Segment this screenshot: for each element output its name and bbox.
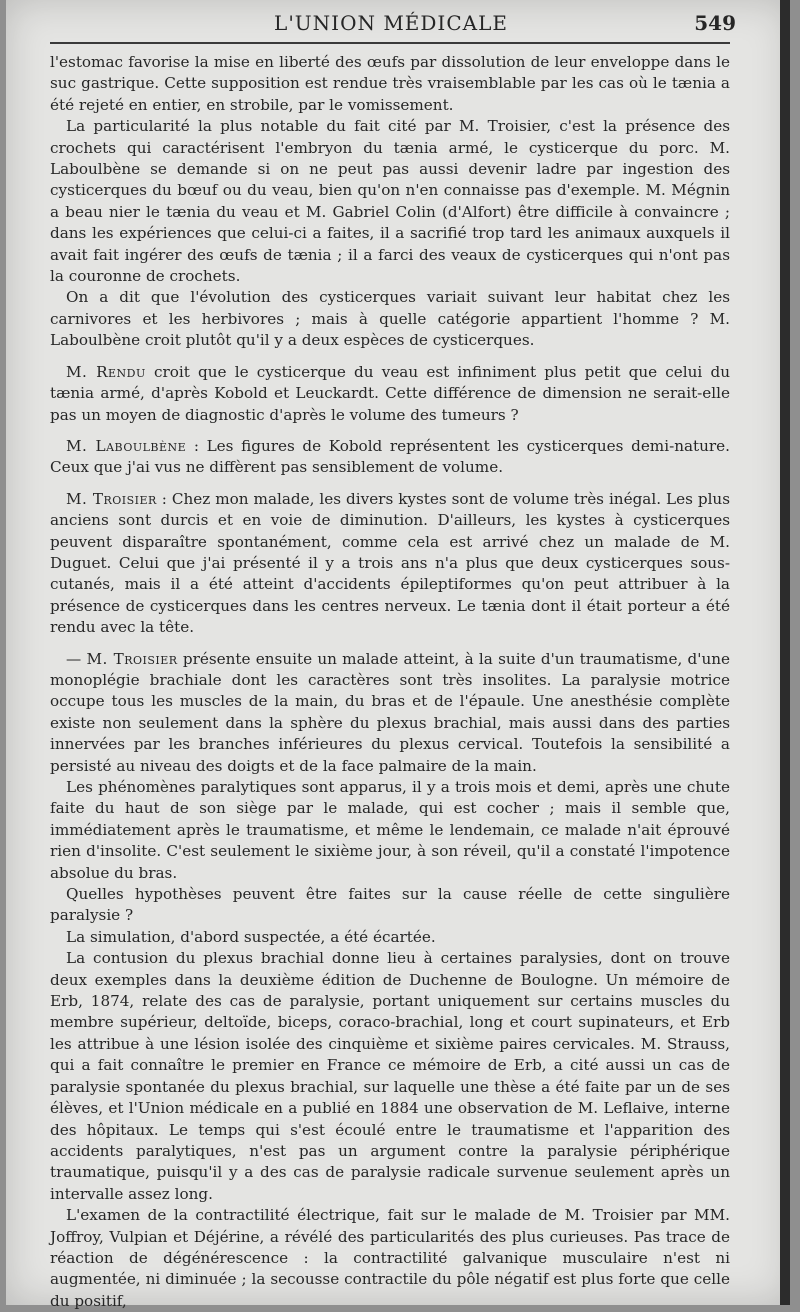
paragraph	[50, 884, 730, 927]
paragraph-text: Les phénomènes paralytiques sont apparus, il y a trois mois et demi, après une chute faite du haut de son siège par le malade, qui est cocher ; mais il semble que, immédiatement après le traumatisme, et même le lendemain, ce malade n'ait éprouvé rien d'insolite. C'est seulement le sixième jour, à son réveil, qu'il a constaté l'impotence absolue du bras.	[50, 778, 730, 882]
paragraph	[50, 1205, 730, 1312]
paragraph	[50, 927, 730, 948]
book-page	[6, 0, 790, 1310]
paragraph-text: l'estomac favorise la mise en liberté des œufs par dissolution de leur enveloppe dans le suc gastrique. Cette supposition est rendue très vraisemblable par les cas où le tænia a été rejeté en entier, en strobile, par le vomissement.	[50, 53, 730, 114]
page-number: 549	[694, 11, 736, 35]
page-edge	[780, 0, 790, 1305]
paragraph-text: croit que le cysticerque du veau est infiniment plus petit que celui du tænia armé, d'après Kobold et Leuckardt. Cette différence de dimension ne serait-elle pas un moyen de diagnostic d'après le volume des tumeurs ?	[50, 362, 730, 424]
paragraph	[50, 948, 730, 1205]
running-title: L'UNION MÉDICALE	[274, 11, 508, 35]
page-header	[46, 6, 736, 40]
header-rule	[50, 42, 730, 44]
paragraph-text: La particularité la plus notable du fait cité par M. Troisier, c'est la présence des crochets qui caractérisent l'embryon du tænia armé, le cysticerque du porc. M. Laboulbène se demande si on ne peut pas aussi devenir ladre par ingestion des cysticerques du bœuf ou du veau, bien qu'on n'en connaisse pas d'exemple. M. Mégnin a beau nier le tænia du veau et M. Gabriel Colin (d'Alfort) être difficile à convaincre ; dans les expériences que celui-ci a faites, il a sacrifié trop tard les animaux auxquels il avait fait ingérer des œufs de tænia ; il a farci des veaux de cysticerques qui n'ont pas la couronne de crochets.	[50, 117, 730, 286]
paragraph	[50, 52, 730, 116]
paragraph	[50, 436, 730, 479]
paragraph-text: On a dit que l'évolution des cysticerques variait suivant leur habitat chez les carnivores et les herbivores ; mais à quelle catégorie appartient l'homme ? M. Laboulbène croit plutôt qu'il y a deux espèces de cysticerques.	[50, 288, 730, 350]
speaker-name: M. Laboulbène	[66, 436, 187, 455]
paragraph-text: : Les figures de Kobold représentent les cysticerques demi-nature. Ceux que j'ai vus ne diffèrent pas sensiblement de volume.	[50, 436, 730, 477]
speaker-name: M. Troisier	[86, 649, 178, 668]
paragraph-text: La contusion du plexus brachial donne lieu à certaines paralysies, dont on trouve deux exemples dans la deuxième édition de Duchenne de Boulogne. Un mémoire de Erb, 1874, relate des cas de paralysie, portant uniquement sur certains muscles du membre supérieur, deltoïde, biceps, coraco-brachial, long et court supinateurs, et Erb les attribue à une lésion isolée des cinquième et sixième paires cervicales. M. Strauss, qui a fait connaître le premier en France ce mémoire de Erb, a cité aussi un cas de paralysie spontanée du plexus brachial, sur laquelle une thèse a été faite par un de ses élèves, et l'Union médicale en a publié en 1884 une observation de M. Leflaive, interne des hôpitaux. Le temps qui s'est écoulé entre le traumatisme et l'apparition des accidents paralytiques, n'est pas un argument contre la paralysie périphérique traumatique, puisqu'il y a des cas de paralysie radicale survenue seulement après un intervalle assez long.	[50, 949, 730, 1203]
speaker-name: M. Troisier	[66, 489, 157, 508]
paragraph	[50, 362, 730, 426]
paragraph-text: présente ensuite un malade atteint, à la suite d'un traumatisme, d'une monoplégie brachiale dont les caractères sont très insolites. La paralysie motrice occupe tous les muscles de la main, du bras et de l'épaule. Une anesthésie complète existe non seulement dans la sphère du plexus brachial, mais aussi dans des parties innervées par les branches inférieures du plexus cervical. Toutefois la sensibilité a persisté au niveau des doigts et de la face palmaire de la main.	[50, 649, 730, 775]
article-body	[50, 52, 730, 1312]
paragraph-text: : Chez mon malade, les divers kystes sont de volume très inégal. Les plus anciens sont durcis et en voie de diminution. D'ailleurs, les kystes à cysticerques peuvent disparaître spontanément, comme cela est arrivé chez un malade de M. Duguet. Celui que j'ai présenté il y a trois ans n'a plus que deux cysticerques sous-cutanés, mais il a été atteint d'accidents épileptiformes qu'on peut attribuer à la présence de cysticerques dans les centres nerveux. Le tænia dont il était porteur a été rendu avec la tête.	[50, 489, 730, 637]
paragraph	[50, 489, 730, 639]
dash-lead: —	[66, 649, 87, 668]
paragraph-text: La simulation, d'abord suspectée, a été écartée.	[66, 927, 436, 946]
paragraph-text: Quelles hypothèses peuvent être faites sur la cause réelle de cette singulière paralysie ?	[50, 885, 730, 925]
paragraph-text: L'examen de la contractilité électrique, fait sur le malade de M. Troisier par MM. Joffroy, Vulpian et Déjérine, a révélé des particularités des plus curieuses. Pas trace de réaction de dégénérescence : la contractilité galvanique musculaire n'est ni augmentée, ni diminuée ; la secousse contractile du pôle négatif est plus forte que celle du positif,	[50, 1206, 730, 1310]
paragraph	[50, 649, 730, 777]
speaker-name: M. Rendu	[66, 362, 146, 381]
paragraph	[50, 777, 730, 884]
paragraph	[50, 116, 730, 287]
paragraph	[50, 287, 730, 351]
